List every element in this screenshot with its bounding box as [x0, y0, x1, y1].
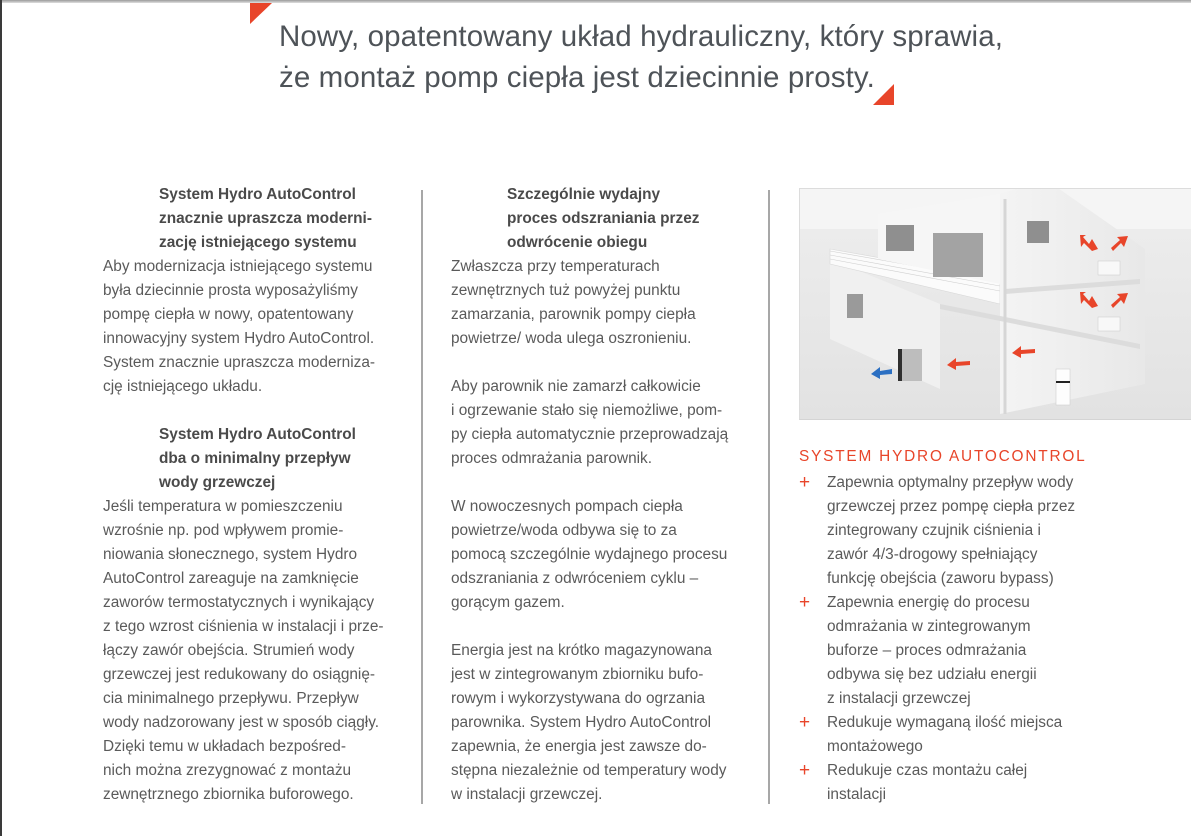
body-line: Energia jest na krótko magazynowana [451, 642, 712, 659]
column-divider [768, 190, 770, 804]
feature-list-title: SYSTEM HYDRO AUTOCONTROL [799, 448, 1087, 465]
body-line: py ciepła automatycznie przeprowadzają [451, 426, 729, 443]
column-divider [421, 190, 423, 804]
body-line: wzrośnie np. pod wpływem promie- [103, 522, 344, 539]
attic-window [1027, 221, 1049, 243]
feature-item [799, 591, 1191, 711]
section-heading [103, 423, 403, 495]
body-line: niowania słonecznego, system Hydro [103, 546, 358, 563]
feature-line: Redukuje czas montażu całej [827, 762, 1028, 779]
feature-line: grzewczej przez pompę ciepła przez [827, 498, 1076, 515]
body-line: powietrze/woda odbywa się to za [451, 522, 677, 539]
heading-line: odwrócenie obiegu [507, 234, 648, 251]
body-line: proces odmrażania parownik. [451, 450, 653, 467]
section-body [103, 255, 403, 399]
feature-line: buforze – proces odmrażania [827, 642, 1027, 659]
column-1 [103, 183, 403, 807]
paragraph [451, 639, 756, 807]
body-line: Dzięki temu w układach bezpośred- [103, 738, 346, 755]
body-line: parownika. System Hydro AutoControl [451, 714, 712, 731]
feature-line: instalacji [827, 786, 887, 803]
feature-item [799, 759, 1191, 807]
house-illustration-svg [800, 189, 1191, 419]
body-line: zamarzania, parownik pompy ciepła [451, 306, 696, 323]
feature-line: Zapewnia energię do procesu [827, 594, 1030, 611]
body-line: zewnętrznego zbiornika buforowego. [103, 786, 354, 803]
body-line: Jeśli temperatura w pomieszczeniu [103, 498, 343, 515]
body-line: rowym i wykorzystywana do ogrzania [451, 690, 706, 707]
heading-line: dba o minimalny przepływ [159, 450, 351, 467]
page-top-edge [0, 0, 1191, 3]
body-line: stępna niezależnie od temperatury wody [451, 762, 727, 779]
indoor-unit [1056, 369, 1070, 405]
spacer [451, 615, 756, 639]
heading-line: wody grzewczej [159, 474, 276, 491]
body-line: gorącym gazem. [451, 594, 565, 611]
body-line: powietrze/ woda ulega oszronieniu. [451, 330, 692, 347]
body-line: łączy zawór obejścia. Strumień wody [103, 642, 355, 659]
window [847, 294, 863, 318]
feature-line: odmrażania w zintegrowanym [827, 618, 1031, 635]
glass-door [933, 233, 983, 277]
feature-line: zintegrowany czujnik ciśnienia i [827, 522, 1041, 539]
spacer [451, 471, 756, 495]
spacer [451, 351, 756, 375]
body-line: Aby parownik nie zamarzł całkowicie [451, 378, 701, 395]
body-line: innowacyjny system Hydro AutoControl. [103, 330, 375, 347]
plus-icon: + [799, 760, 811, 781]
page-headline [279, 16, 1039, 98]
body-line: zaworów termostatycznych i wynikający [103, 594, 375, 611]
heading-line: zację istniejącego systemu [159, 234, 357, 251]
plus-icon: + [799, 592, 811, 613]
body-line: w instalacji grzewczej. [451, 786, 603, 803]
body-line: cia minimalnego przepływu. Przepływ [103, 690, 359, 707]
body-line: nich można zrezygnować z montażu [103, 762, 352, 779]
body-line: odszraniania z odwróceniem cyklu – [451, 570, 699, 587]
page-left-edge [0, 0, 2, 836]
indoor-unit-display [1056, 381, 1070, 383]
body-line: wody nadzorowany jest w sposób ciągły. [103, 714, 380, 731]
body-line: System znacznie upraszcza moderniza- [103, 354, 376, 371]
plus-icon: + [799, 712, 811, 733]
spacer [103, 399, 403, 423]
window [886, 225, 914, 251]
body-line: AutoControl zareaguje na zamknięcie [103, 570, 359, 587]
corner-triangle-top-left [250, 3, 272, 24]
radiator [1098, 317, 1120, 331]
body-line: Aby modernizacja istniejącego systemu [103, 258, 373, 275]
feature-item [799, 471, 1191, 591]
section-heading [451, 183, 756, 255]
heading-line: proces odszraniania przez [507, 210, 700, 227]
body-line: była dziecinnie prosta wyposażyliśmy [103, 282, 358, 299]
paragraph [451, 495, 756, 615]
body-line: grzewczej jest redukowany do osiągnię- [103, 666, 376, 683]
heading-line: System Hydro AutoControl [159, 186, 356, 203]
body-line: W nowoczesnych pompach ciepła [451, 498, 683, 515]
heat-pump-grille [898, 349, 902, 381]
feature-list [799, 471, 1191, 807]
plus-icon: + [799, 472, 811, 493]
feature-line: z instalacji grzewczej [827, 690, 971, 707]
column-2 [451, 183, 756, 807]
headline-line-2: że montaż pomp ciepła jest dziecinnie prosty. [279, 61, 875, 94]
feature-item [799, 711, 1191, 759]
body-line: Zwłaszcza przy temperaturach [451, 258, 660, 275]
section-body [103, 495, 403, 807]
headline-line-1: Nowy, opatentowany układ hydrauliczny, który sprawia, [279, 20, 1004, 53]
house-cutaway-illustration [799, 188, 1191, 420]
body-line: z tego wzrost ciśnienia w instalacji i prze- [103, 618, 384, 635]
paragraph [451, 255, 756, 351]
feature-line: odbywa się bez udziału energii [827, 666, 1037, 683]
body-line: pompę ciepła w nowy, opatentowany [103, 306, 354, 323]
body-line: i ogrzewanie stało się niemożliwe, pom- [451, 402, 723, 419]
body-line: zewnętrznych tuż powyżej punktu [451, 282, 681, 299]
heading-line: System Hydro AutoControl [159, 426, 356, 443]
body-line: zapewnia, że energia jest zawsze do- [451, 738, 707, 755]
body-line: cję istniejącego układu. [103, 378, 263, 395]
feature-line: Redukuje wymaganą ilość miejsca [827, 714, 1063, 731]
heading-line: znacznie upraszcza moderni- [159, 210, 372, 227]
feature-line: funkcję obejścia (zaworu bypass) [827, 570, 1054, 587]
feature-line: Zapewnia optymalny przepływ wody [827, 474, 1074, 491]
section-heading [103, 183, 403, 255]
radiator [1098, 261, 1120, 275]
body-line: pomocą szczególnie wydajnego procesu [451, 546, 728, 563]
feature-line: zawór 4/3-drogowy spełniający [827, 546, 1038, 563]
heading-line: Szczególnie wydajny [507, 186, 661, 203]
body-line: jest w zintegrowanym zbiorniku bufo- [451, 666, 704, 683]
paragraph [451, 375, 756, 471]
feature-line: montażowego [827, 738, 923, 755]
